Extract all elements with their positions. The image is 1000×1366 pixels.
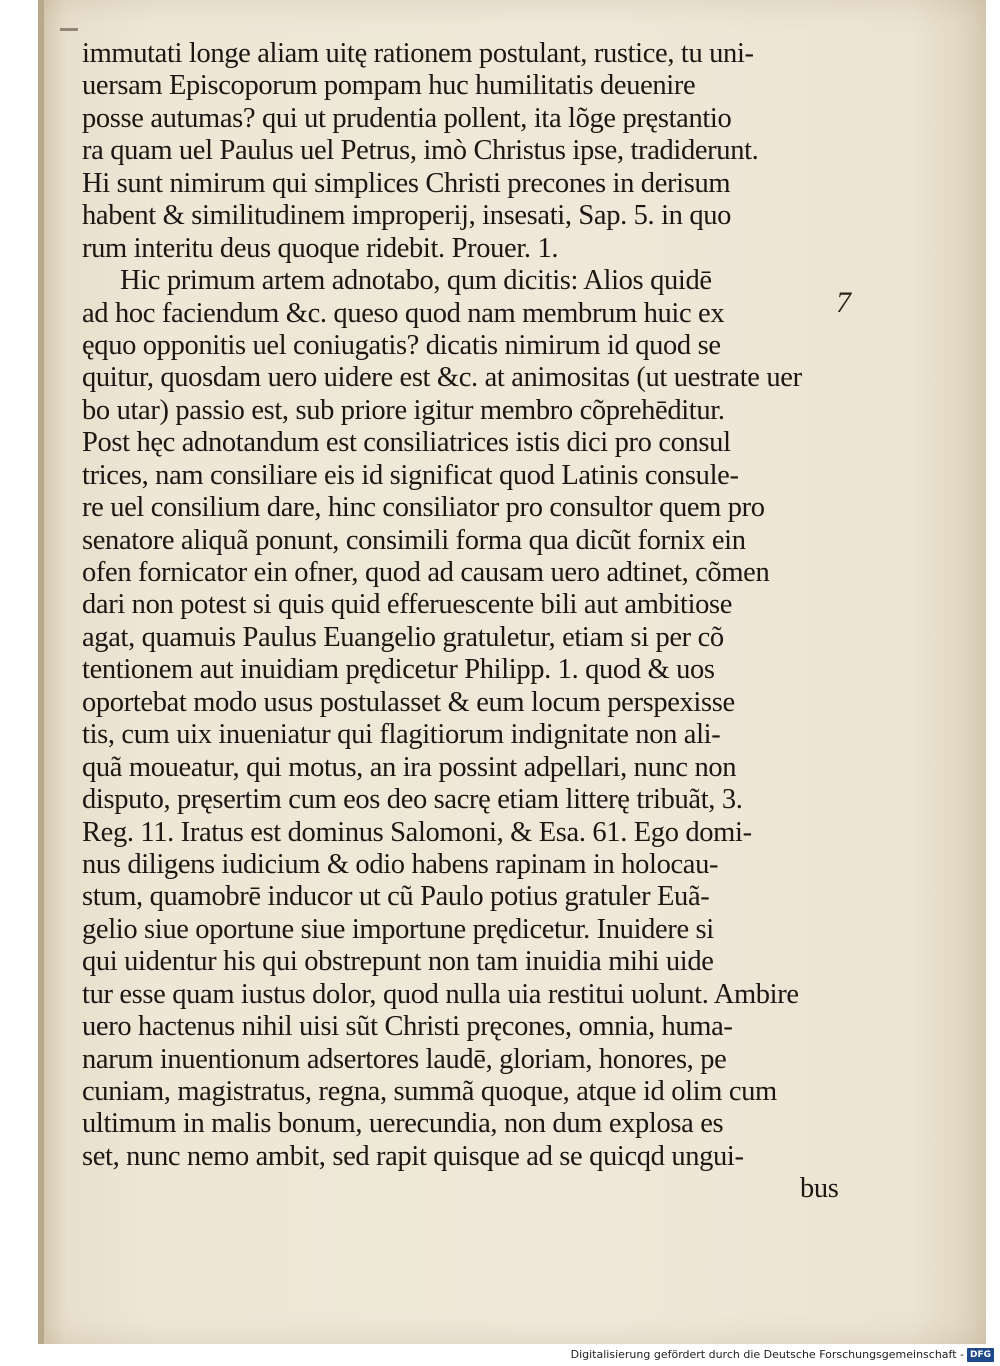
- text-line: dari non potest si quis quid efferuescente bili aut ambitiose: [82, 589, 733, 621]
- text-line: senatore aliquã ponunt, consimili forma qua dicũt fornix ein: [82, 524, 746, 556]
- text-line: nus diligens iudicium & odio habens rapinam in holocau-: [82, 848, 719, 880]
- page-binding-edge: [38, 0, 44, 1344]
- text-line: disputo, pręsertim cum eos deo sacrę etiam litterę tribuãt, 3.: [82, 784, 743, 816]
- margin-number: 7: [836, 286, 851, 319]
- text-line: uersam Episcoporum pompam huc humilitatis deuenire: [82, 70, 696, 102]
- text-line: Reg. 11. Iratus est dominus Salomoni, & Esa. 61. Ego domi-: [82, 816, 752, 848]
- text-line: Post hęc adnotandum est consiliatrices istis dici pro consul: [82, 427, 731, 459]
- text-line: narum inuentionum adsertores laudē, gloriam, honores, pe: [82, 1043, 727, 1075]
- text-line: gelio siue oportune siue importune prędicetur. Inuidere si: [82, 913, 714, 945]
- text-line: tis, cum uix inueniatur qui flagitiorum indignitate non ali-: [82, 719, 721, 751]
- text-line: ęquo opponitis uel coniugatis? dicatis nimirum id quod se: [82, 329, 721, 361]
- text-line: quitur, quosdam uero uidere est &c. at animositas (ut uestrate uer: [82, 362, 802, 394]
- dfg-logo-icon: DFG: [967, 1348, 994, 1362]
- text-line: quã moueatur, qui motus, an ira possint adpellari, nunc non: [82, 751, 737, 783]
- text-line: ad hoc faciendum &c. queso quod nam membrum huic ex: [82, 297, 725, 329]
- text-line: qui uidentur his qui obstrepunt non tam inuidia mihi uide: [82, 946, 714, 978]
- footer-bar: [0, 1344, 1000, 1366]
- ink-smudge: [60, 28, 78, 31]
- text-line: ultimum in malis bonum, uerecundia, non dum explosa es: [82, 1108, 724, 1140]
- text-line: re uel consilium dare, hinc consiliator pro consultor quem pro: [82, 492, 765, 524]
- text-line: habent & similitudinem improperij, insesati, Sap. 5. in quo: [82, 200, 732, 232]
- text-line-paragraph-start: Hic primum artem adnotabo, qum dicitis: Alios quidē: [120, 265, 712, 297]
- text-line: tentionem aut inuidiam prędicetur Philipp. 1. quod & uos: [82, 654, 715, 686]
- text-line: set, nunc nemo ambit, sed rapit quisque ad se quicqd ungui-: [82, 1140, 744, 1172]
- text-line: uero hactenus nihil uisi sũt Christi pręcones, omnia, huma-: [82, 1011, 733, 1043]
- text-line: trices, nam consiliare eis id significat quod Latinis consule-: [82, 459, 739, 491]
- text-line: oportebat modo usus postulasset & eum locum perspexisse: [82, 686, 735, 718]
- text-line: rum interitu deus quoque ridebit. Prouer. 1.: [82, 232, 559, 264]
- funding-credit: Digitalisierung gefördert durch die Deutsche Forschungsgemeinschaft -: [570, 1348, 964, 1361]
- text-line: ofen fornicator ein ofner, quod ad causam uero adtinet, cõmen: [82, 557, 770, 588]
- text-line: tur esse quam iustus dolor, quod nulla uia restitui uolunt. Ambire: [82, 978, 799, 1010]
- text-line: cuniam, magistratus, regna, summã quoque, atque id olim cum: [82, 1076, 777, 1107]
- text-line: immutati longe aliam uitę rationem postulant, rustice, tu uni-: [82, 38, 754, 69]
- text-line: agat, quamuis Paulus Euangelio gratuletur, etiam si per cõ: [82, 621, 724, 653]
- book-page: [38, 0, 986, 1344]
- text-line: Hi sunt nimirum qui simplices Christi precones in derisum: [82, 167, 731, 199]
- catchword: bus: [800, 1173, 839, 1205]
- text-line: bo utar) passio est, sub priore igitur membro cõprehēditur.: [82, 394, 725, 426]
- text-line: posse autumas? qui ut prudentia pollent, ita lõge pręstantio: [82, 102, 732, 134]
- text-line: stum, quamobrē inducor ut cũ Paulo potius gratuler Euã-: [82, 881, 710, 913]
- text-line: ra quam uel Paulus uel Petrus, imò Christus ipse, tradiderunt.: [82, 135, 759, 167]
- body-text: [82, 38, 862, 1206]
